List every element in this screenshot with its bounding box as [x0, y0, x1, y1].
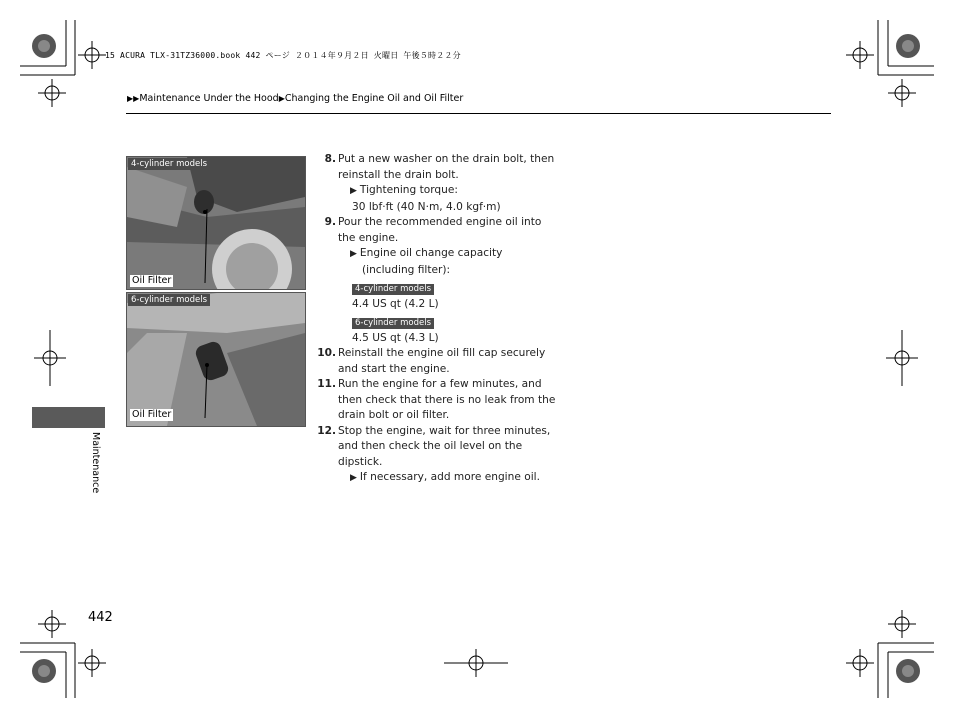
breadcrumb-section: Maintenance Under the Hood: [139, 93, 279, 104]
engine-photo-4cyl: [127, 157, 305, 289]
capacity-6cyl-value: 4.5 US qt (4.3 L): [352, 331, 439, 344]
figure-tag: 6-cylinder models: [128, 294, 210, 306]
step-8: 8. Put a new washer on the drain bolt, then reinstall the drain bolt.: [324, 153, 555, 181]
step-8-note: ▶ Tightening torque:: [350, 184, 458, 196]
step-9: 9. Pour the recommended engine oil into the engine.: [324, 216, 542, 244]
capacity-4cyl-value: 4.4 US qt (4.2 L): [352, 297, 439, 310]
step-8-value: 30 lbf·ft (40 N·m, 4.0 kgf·m): [352, 200, 501, 213]
chapter-label: Maintenance: [90, 432, 101, 494]
capacity-tag: 6-cylinder models: [352, 318, 434, 329]
capacity-tag: 4-cylinder models: [352, 284, 434, 295]
step-9-note: ▶ Engine oil change capacity (including filter):: [350, 247, 503, 276]
breadcrumb-subsection: Changing the Engine Oil and Oil Filter: [284, 93, 464, 104]
capacity-4cyl-tag-row: [316, 278, 558, 297]
step-11: 11. Run the engine for a few minutes, and then check that there is no leak from the drain bolt or oil filter.: [317, 378, 556, 421]
page-number: 442: [88, 610, 113, 625]
chapter-tab: [32, 407, 105, 428]
breadcrumb: [127, 93, 463, 104]
figure-4-cylinder: [126, 156, 306, 290]
procedure-steps: [316, 152, 558, 487]
engine-photo-6cyl: [127, 293, 305, 426]
capacity-6cyl-tag-row: [316, 312, 558, 331]
step-12-note: ▶ If necessary, add more engine oil.: [350, 471, 540, 483]
step-10: 10. Reinstall the engine oil fill cap securely and start the engine.: [317, 347, 546, 375]
oil-filter-callout: Oil Filter: [132, 409, 172, 420]
breadcrumb-arrows: ▶▶: [127, 94, 140, 103]
oil-filter-callout: Oil Filter: [132, 275, 172, 286]
print-header: 15 ACURA TLX-31TZ36000.book 442 ページ ２０１４年９月２日 火曜日 午後５時２２分: [105, 51, 461, 60]
figure-tag: 4-cylinder models: [128, 158, 210, 170]
breadcrumb-arrow: ▶: [278, 94, 285, 103]
figure-6-cylinder: [126, 292, 306, 427]
header-rule: [126, 113, 831, 114]
step-12: 12. Stop the engine, wait for three minutes, and then check the oil level on the dipstick.: [317, 424, 551, 468]
